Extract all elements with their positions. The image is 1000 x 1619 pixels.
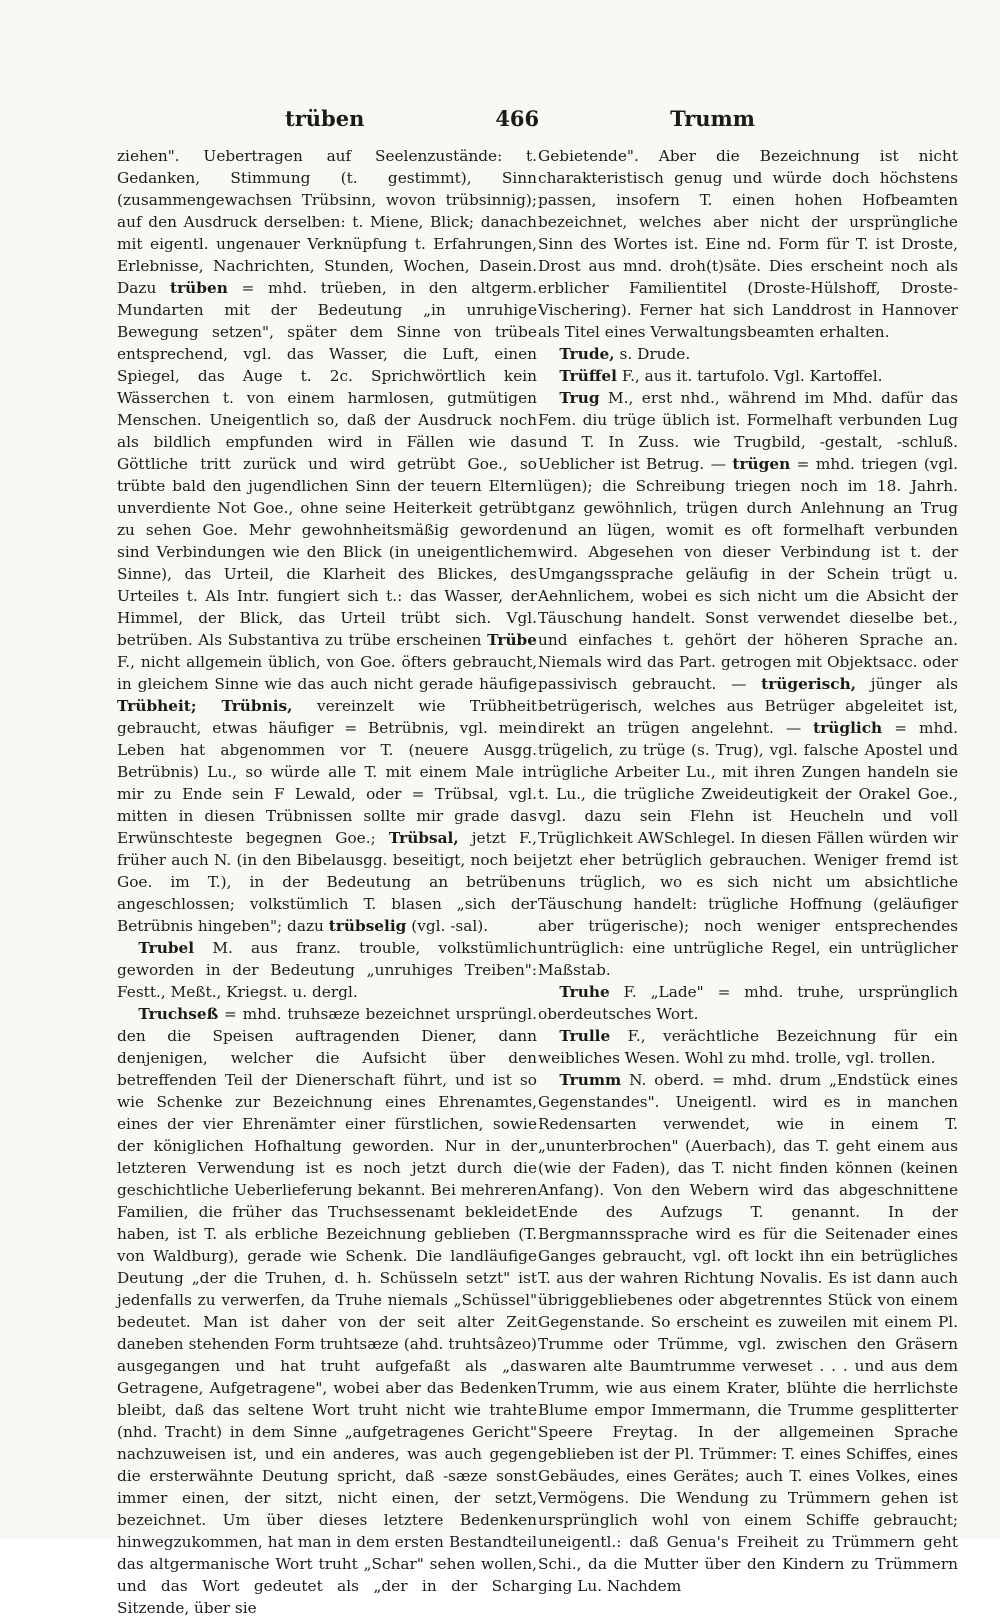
entry-lemma: trüglich — [813, 719, 883, 737]
entry-lemma: Truchseß — [138, 1005, 219, 1023]
entry-text: = mhd. trügelich, zu trüge (s. Trug), vgl. falsche Apostel und trügliche Arbeiter Lu., mit ihren Zungen handeln sie t. Lu., die trügliche Zweideutigkeit der Orakel Goe., vgl. dazu sein Flehn ist Heucheln und voll Trüglichkeit AWSchlegel. In diesen Fällen würden wir jetzt eher betrüglich gebrauchen. Weniger fremd ist uns trüglich, wo es sich nicht um absichtliche Täuschung handelt: trügliche Hoffnung (geläufiger aber trügerische); noch weniger entsprechendes untrüglich: eine untrügliche Regel, ein untrüglicher Maßstab. — [538, 719, 959, 979]
entry-text: N. oberd. = mhd. drum „Endstück eines Gegenstandes". Uneigentl. wird es in manchen Redensarten verwendet, wie in einem T. „ununterbrochen" (Auerbach), das T. geht einem aus (wie der Faden), das T. nicht finden können (keinen Anfang). Von den Webern wird das abgeschnittene Ende des Aufzugs T. genannt. In der Bergmannssprache wird es für die Seitenader eines Ganges gebraucht, vgl. oft lockt ihn ein betrügliches T. aus der wahren Richtung Novalis. Es ist dann auch übriggebliebenes oder abgetrenntes Stück von einem Gegenstande. So erscheint es zuweilen mit einem Pl. Trumme oder Trümme, vgl. zwischen den Gräsern waren alte Baumtrumme verweset . . . und aus dem Trumm, wie aus einem Krater, blühte die herrlichste Blume empor Immermann, die Trumme gesplitterter Speere Freytag. In der allgemeinen Sprache geblieben ist der Pl. Trümmer: T. eines Schiffes, eines Gebäudes, eines Gerätes; auch T. eines Volkes, eines Vermögens. Die Wendung zu Trümmern gehen ist ursprünglich wohl von einem Schiffe gebraucht; uneigentl.: daß Genua's Freiheit zu Trümmern geht Schi., da die Mutter über den Kindern zu Trümmern ging Lu. Nachdem — [538, 1071, 958, 1595]
entry-lemma: trüben — [170, 279, 228, 297]
running-head — [90, 98, 950, 138]
entry-text: F., nicht allgemein üblich, von Goe. öfters gebraucht, in gleichem Sinne wie das auch nicht gerade häufige — [117, 653, 537, 693]
entry-text: F., verächtliche Bezeichnung für ein weibliches Wesen. Wohl zu mhd. trolle, vgl. trollen. — [538, 1027, 958, 1067]
header-left-headword: trüben — [285, 105, 365, 131]
entry-text: jünger als betrügerisch, welches aus Betrüger abgeleitet ist, direkt an trügen angelehnt. — — [538, 675, 958, 737]
entry-lemma: trügen — [732, 455, 791, 473]
entry-lemma: Truhe — [559, 983, 610, 1001]
entry-lemma: Trude, — [559, 345, 615, 363]
dictionary-entry — [117, 937, 537, 1003]
entry-text: M., erst nhd., während im Mhd. dafür das Fem. diu trüge üblich ist. Formelhaft verbunden Lug und T. In Zuss. wie Trugbild, -gestalt, -schluß. Ueblicher ist Betrug. — — [538, 389, 958, 473]
entry-lemma: Trulle — [559, 1027, 611, 1045]
dictionary-entry — [538, 343, 958, 365]
header-right-headword: Trumm — [670, 105, 755, 131]
entry-lemma: trügerisch, — [761, 675, 857, 693]
entry-text: vereinzelt wie Trübheit gebraucht, etwas häufiger = Betrübnis, vgl. mein Leben hat abgenommen vor T. (neuere Ausgg. Betrübnis) Lu., so würde alle T. mit einem Male in mir zu Ende sein F Lewald, oder = Trübsal, vgl. mitten in diesen Trübnissen sollte mir grade das Erwünschteste begegnen Goe.; — [117, 697, 537, 847]
dictionary-entry — [538, 1025, 958, 1069]
entry-lemma: Trübsal, — [388, 829, 459, 847]
dictionary-entry — [538, 387, 958, 981]
entry-text: = mhd. truhsæze bezeichnet ursprüngl. den die Speisen auftragenden Diener, dann denjenigen, welcher die Aufsicht über den betreffenden Teil der Dienerschaft führt, und ist so wie Schenke zur Bezeichnung eines Ehrenamtes, eines der vier Ehrenämter einer fürstlichen, sowie der königlichen Hofhaltung geworden. Nur in der letzteren Verwendung ist es noch jetzt durch die geschichtliche Ueberlieferung bekannt. Bei mehreren Familien, die früher das Truchsessenamt bekleidet haben, ist T. als erbliche Bezeichnung geblieben (T. von Waldburg), gerade wie Schenk. Die landläufige Deutung „der die Truhen, d. h. Schüsseln setzt" ist jedenfalls zu verwerfen, da Truhe niemals „Schüssel" bedeutet. Man ist daher von der seit alter Zeit daneben stehenden Form truhtsæze (ahd. truhtsâzeo) ausgegangen und hat truht aufgefaßt als „das Getragene, Aufgetragene", wobei aber das Bedenken bleibt, daß das seltene Wort truht nicht wie trahte (nhd. Tracht) in dem Sinne „aufgetragenes Gericht" nachzuweisen ist, und ein anderes, was auch gegen die ersterwähnte Deutung spricht, daß -sæze sonst immer einen, der sitzt, nicht einen, der setzt, bezeichnet. Um über dieses letztere Bedenken hinwegzukommen, hat man in dem ersten Bestandteil das altgermanische Wort truht „Schar" sehen wollen, und das Wort gedeutet als „der in der Schar Sitzende, über sie — [117, 1005, 537, 1617]
entry-lemma: Trüffel — [559, 367, 617, 385]
left-column — [117, 145, 537, 1619]
entry-text: M. aus franz. trouble, volkstümlich geworden in der Bedeutung „unruhiges Treiben": Festt., Meßt., Kriegst. u. dergl. — [117, 939, 537, 1001]
entry-continuation — [538, 145, 958, 343]
entry-lemma: Trubel — [138, 939, 195, 957]
entry-lemma: Trug — [559, 389, 600, 407]
entry-text: = mhd. triegen (vgl. lügen); die Schreibung triegen noch im 18. Jahrh. ganz gewöhnlich, trügen durch Anlehnung an Trug und an lügen, womit es oft formelhaft verbunden wird. Abgesehen von dieser Verbindung ist t. der Umgangssprache geläufig in der Schein trügt u. Aehnlichem, wobei es sich nicht um die Absicht der Täuschung handelt. Sonst verwendet dieselbe bet., und einfaches t. gehört der höheren Sprache an. Niemals wird das Part. getrogen mit Objektsacc. oder passivisch gebraucht. — — [538, 455, 958, 693]
entry-lemma: Trübheit; Trübnis, — [117, 697, 293, 715]
entry-lemma: Trübe — [487, 631, 537, 649]
entry-lemma: Trumm — [559, 1071, 622, 1089]
dictionary-entry — [117, 1003, 537, 1619]
entry-text: = mhd. trüeben, in den altgerm. Mundarten mit der Bedeutung „in unruhige Bewegung setzen", später dem Sinne von trübe entsprechend, vgl. das Wasser, die Luft, einen Spiegel, das Auge t. 2c. Sprichwörtlich kein Wässerchen t. von einem harmlosen, gutmütigen Menschen. Uneigentlich so, daß der Ausdruck noch als bildlich empfunden wird in Fällen wie das Göttliche tritt zurück und wird getrübt Goe., so trübte bald den jugendlichen Sinn der teuern Eltern unverdiente Not Goe., ohne seine Heiterkeit getrübt zu sehen Goe. Mehr gewohnheitsmäßig geworden sind Verbindungen wie den Blick (in uneigentlichem Sinne), das Urteil, die Klarheit des Blickes, des Urteiles t. Als Intr. fungiert sich t.: das Wasser, der Himmel, der Blick, das Urteil trübt sich. Vgl. betrüben. Als Substantiva zu trübe erscheinen — [117, 279, 537, 649]
entry-lemma: trübselig — [328, 917, 407, 935]
dictionary-entry — [538, 981, 958, 1025]
page-number: 466 — [495, 105, 540, 131]
entry-text: jetzt F., früher auch N. (in den Bibelausgg. beseitigt, noch bei Goe. im T.), in der Bedeutung an betrüben angeschlossen; volkstümlich T. blasen „sich der Betrübnis hingeben"; dazu — [117, 829, 537, 935]
entry-text: F., aus it. tartufolo. Vgl. Kartoffel. — [621, 367, 883, 385]
dictionary-entry — [538, 1069, 958, 1597]
entry-text: (vgl. -sal). — [411, 917, 489, 935]
entry-text: s. Drude. — [619, 345, 691, 363]
entry-text: ziehen". Uebertragen auf Seelenzustände: t. Gedanken, Stimmung (t. gestimmt), Sinn (zusammengewachsen Trübsinn, wovon trübsinnig); auf den Ausdruck derselben: t. Miene, Blick; danach mit eigentl. ungenauer Verknüpfung t. Erfahrungen, Erlebnisse, Nachrichten, Stunden, Wochen, Dasein. Dazu — [117, 147, 537, 297]
right-column — [538, 145, 958, 1597]
entry-text: Gebietende". Aber die Bezeichnung ist nicht charakteristisch genug und würde doch höchstens passen, insofern T. einen hohen Hofbeamten bezeichnet, welches aber nicht der ursprüngliche Sinn des Wortes ist. Eine nd. Form für T. ist Droste, Drost aus mnd. droh(t)säte. Dies erscheint noch als erblicher Familientitel (Droste-Hülshoff, Droste-Vischering). Ferner hat sich Landdrost in Hannover als Titel eines Verwaltungsbeamten erhalten. — [538, 147, 958, 341]
entry-text: F. „Lade" = mhd. truhe, ursprünglich oberdeutsches Wort. — [538, 983, 958, 1023]
dictionary-entry — [538, 365, 958, 387]
entry-continuation — [117, 145, 537, 937]
